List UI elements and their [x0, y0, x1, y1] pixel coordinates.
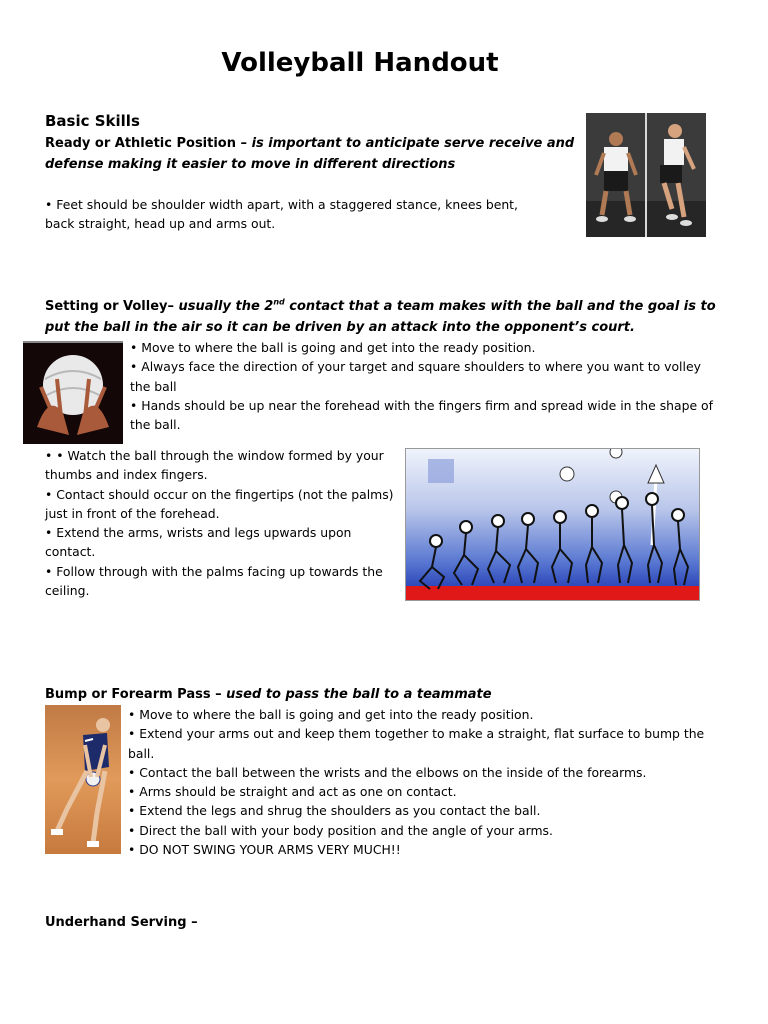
- serving-heading-text: Underhand Serving –: [45, 915, 198, 930]
- setting-bullets-top: [130, 338, 725, 434]
- setting-intro: [45, 296, 735, 338]
- serving-heading: [45, 912, 198, 933]
- bump-bullet: • Arms should be straight and act as one on contact.: [128, 784, 457, 800]
- bump-bullet: • Direct the ball with your body position and the angle of your arms.: [128, 822, 553, 838]
- ready-position-term: Ready or Athletic Position: [45, 136, 236, 151]
- bump-photo: [45, 705, 121, 854]
- bump-intro: [45, 684, 645, 705]
- ready-position-sep: –: [236, 136, 252, 151]
- bump-bullets: [128, 705, 728, 859]
- bump-bullet: • Move to where the ball is going and get into the ready position.: [128, 707, 534, 722]
- bump-bullet: • DO NOT SWING YOUR ARMS VERY MUCH!!: [128, 842, 401, 858]
- setting-bullet: • Move to where the ball is going and get into the ready position.: [130, 340, 536, 355]
- setting-hands-photo: [23, 341, 123, 444]
- ready-position-intro: [45, 133, 575, 175]
- setting-bullet: • Extend the arms, wrists and legs upwards upon contact.: [45, 525, 352, 560]
- setting-desc-b: contact that a team makes with the ball and the goal is to put the ball in the air so it can be driven by an attack into the opponent’s court.: [45, 299, 716, 335]
- bump-bullet: • Contact the ball between the wrists and the elbows on the inside of the forearms.: [128, 764, 647, 780]
- setting-sequence-illustration: [405, 448, 700, 601]
- bump-bullet: • Extend the legs and shrug the shoulders as you contact the ball.: [128, 803, 541, 819]
- basic-skills-heading: Basic Skills: [45, 112, 140, 130]
- bump-sep: –: [210, 687, 227, 702]
- setting-bullets-left: [45, 446, 395, 600]
- setting-term: Setting or Volley: [45, 299, 168, 314]
- ready-position-desc: is important to anticipate serve receive and defense making it easier to move in different directions: [45, 136, 575, 172]
- bump-term: Bump or Forearm Pass: [45, 687, 211, 702]
- setting-bullet: • • Watch the ball through the window formed by your thumbs and index fingers.: [45, 448, 384, 483]
- setting-bullet: • Follow through with the palms facing up towards the ceiling.: [45, 563, 383, 599]
- setting-bullet: • Always face the direction of your target and square shoulders to where you want to volley the ball: [130, 359, 701, 394]
- setting-bullet: • Hands should be up near the forehead with the fingers firm and spread wide in the shape of the ball.: [130, 397, 713, 433]
- bump-desc: used to pass the ball to a teammate: [226, 687, 492, 702]
- bump-bullet: • Extend your arms out and keep them together to make a straight, flat surface to bump the ball.: [128, 726, 705, 761]
- setting-desc-sup: nd: [273, 297, 285, 307]
- setting-sep: –: [167, 299, 179, 314]
- setting-bullet: • Contact should occur on the fingertips (not the palms) just in front of the forehead.: [45, 486, 394, 521]
- setting-desc-a: usually the 2: [178, 299, 274, 314]
- page-title: Volleyball Handout: [221, 48, 499, 78]
- ready-position-bullet: • Feet should be shoulder width apart, with a staggered stance, knees bent, back straight, head up and arms out.: [45, 197, 518, 232]
- ready-position-photo: [586, 113, 706, 237]
